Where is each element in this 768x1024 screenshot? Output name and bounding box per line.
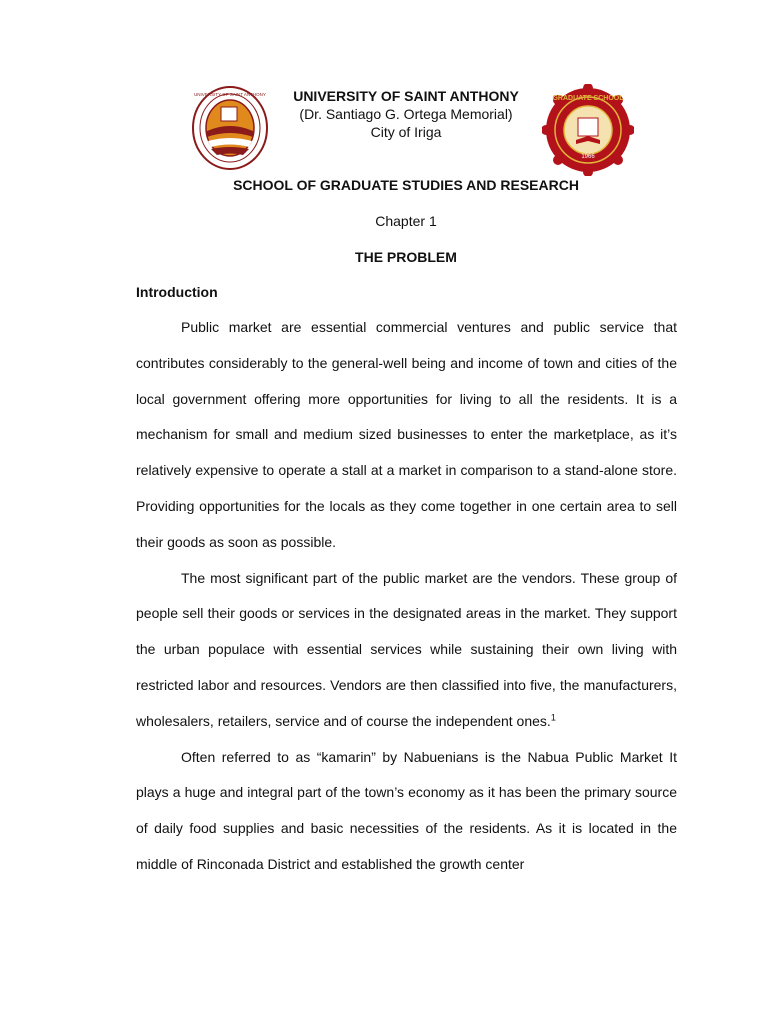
city-name: City of Iriga [370,124,442,140]
university-header-text [270,87,542,141]
chapter-number: Chapter 1 [375,213,437,229]
university-seal-logo [191,85,269,171]
footnote-marker: 1 [550,712,556,723]
letterhead [0,84,768,174]
chapter-title: THE PROBLEM [355,249,457,265]
section-heading: Introduction [136,284,218,300]
seal-lettering: UNIVERSITY OF SAINT ANTHONY [194,92,266,97]
paragraph-3: Often referred to as “kamarin” by Nabuenians is the Nabua Public Market It plays a huge and integral part of the town’s economy as it has been the primary source of daily food supplies and basic necessities of the residents. As it is located in the middle of Rinconada District and established the growth center [136,748,677,872]
memorial-name: (Dr. Santiago G. Ortega Memorial) [299,106,513,122]
paragraph-1: Public market are essential commercial ventures and public service that contributes considerably to the general-well being and income of town and cities of the local government offering more opportunities for living to all the residents. It is a mechanism for small and medium sized businesses to enter the marketplace, as it’s relatively expensive to operate a stall at a market in comparison to a stand-alone store. Providing opportunities for the locals as they come together in one certain area to sell their goods as soon as possible. [136,319,677,550]
graduate-school-seal-logo [542,84,634,176]
seal-year: 1966 [581,154,595,160]
body-text [136,310,677,883]
university-name: UNIVERSITY OF SAINT ANTHONY [293,88,519,104]
paragraph-2 [136,561,677,740]
seal-title-lettering: GRADUATE SCHOOL [552,95,624,102]
paragraph-2-text: The most significant part of the public market are the vendors. These group of people sell their goods or services in the designated areas in the market. They support the urban populace with essential services while sustaining their own living with restricted labor and resources. Vendors are then classified into five, the manufacturers, wholesalers, retailers, service and of course the independent ones. [136,569,677,729]
school-name: SCHOOL OF GRADUATE STUDIES AND RESEARCH [233,177,579,193]
